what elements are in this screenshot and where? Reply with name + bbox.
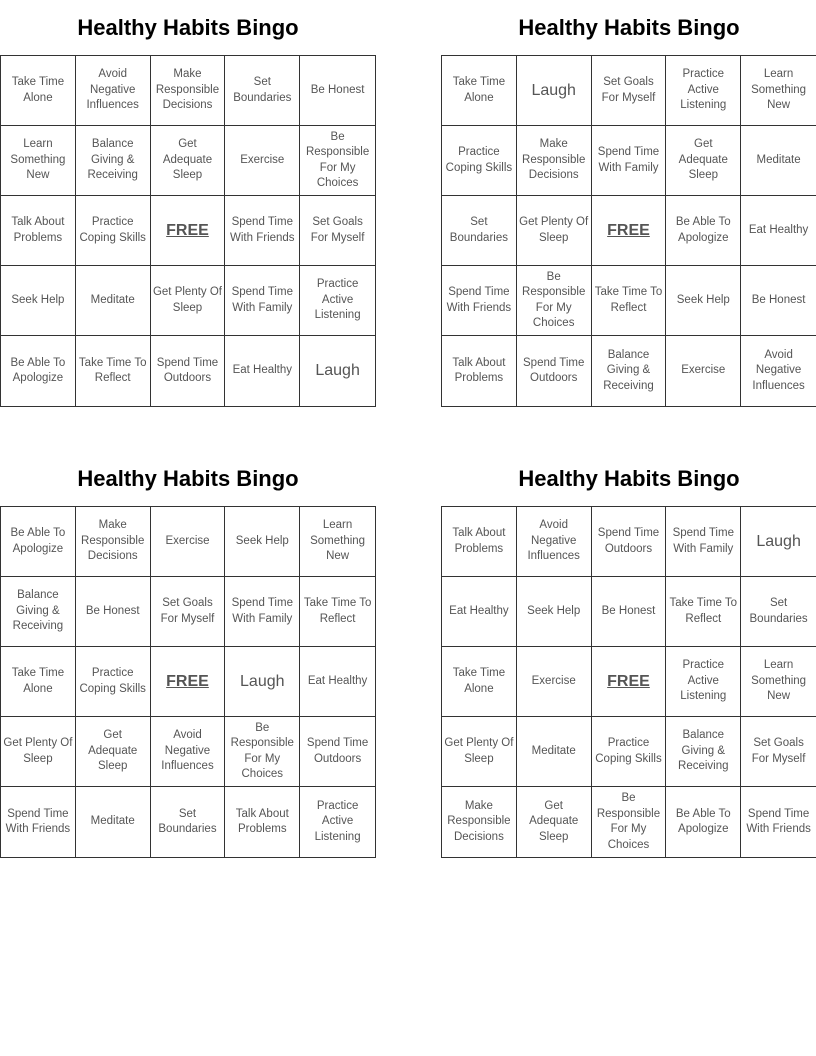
bingo-cell: Be Honest [76,577,151,647]
bingo-cell: Take Time Alone [1,56,76,126]
bingo-cell: Set Boundaries [741,577,816,647]
card-title: Healthy Habits Bingo [518,15,740,40]
bingo-cell: Balance Giving & Receiving [592,336,667,406]
bingo-cell: Talk About Problems [225,787,300,857]
bingo-cell: Take Time Alone [442,647,517,717]
bingo-cell: Spend Time With Friends [746,807,811,835]
bingo-cell: Take Time To Reflect [666,577,741,647]
bingo-grid [0,506,376,858]
bingo-cell: Practice Active Listening [314,799,361,843]
bingo-cell: Take Time Alone [442,56,517,126]
bingo-cell: Balance Giving & Receiving [666,717,741,787]
bingo-cell: Be Able To Apologize [666,196,741,266]
bingo-cell: Exercise [151,507,226,577]
bingo-cell: Seek Help [517,577,592,647]
card-title: Healthy Habits Bingo [77,15,299,40]
bingo-cell: Make Responsible Decisions [76,507,151,577]
free-space-cell: FREE [592,196,667,266]
bingo-cell: Be Responsible For My Choices [225,717,300,787]
card-title: Healthy Habits Bingo [77,466,299,491]
bingo-cell: Be Able To Apologize [666,787,741,857]
free-space-cell: FREE [592,647,667,717]
bingo-cell: Set Goals For Myself [592,56,667,126]
bingo-cell: Make Responsible Decisions [442,787,517,857]
bingo-cell: Be Able To Apologize [1,507,76,577]
bingo-cell: Exercise [666,336,741,406]
bingo-cell: Practice Coping Skills [592,717,667,787]
bingo-cell: Get Adequate Sleep [151,126,226,196]
bingo-cell: Be Able To Apologize [1,336,76,406]
bingo-cell: Spend Time With Family [666,507,741,577]
bingo-cell: Seek Help [225,507,300,577]
bingo-cell: Learn Something New [741,56,816,126]
bingo-cell: Spend Time Outdoors [151,336,226,406]
bingo-cell: Be Responsible For My Choices [592,787,667,857]
bingo-card [441,463,816,851]
bingo-cell: Avoid Negative Influences [151,717,226,787]
bingo-cell: Set Goals For Myself [741,717,816,787]
bingo-cell: Practice Coping Skills [76,647,151,717]
bingo-cell: Meditate [76,266,151,336]
bingo-cell: Spend Time Outdoors [592,507,667,577]
bingo-cell: Talk About Problems [1,196,76,266]
bingo-cell: Exercise [517,647,592,717]
bingo-grid [441,55,816,407]
free-space-cell: FREE [151,647,226,717]
bingo-cell: Laugh [741,507,816,577]
bingo-cell: Make Responsible Decisions [151,56,226,126]
bingo-cell: Talk About Problems [442,336,517,406]
bingo-cell: Set Boundaries [225,56,300,126]
bingo-cell: Take Time To Reflect [76,336,151,406]
bingo-cell: Seek Help [1,266,76,336]
bingo-cell: Be Honest [741,266,816,336]
bingo-cell: Spend Time With Family [225,577,300,647]
bingo-cell: Spend Time Outdoors [300,717,375,787]
bingo-cell: Be Responsible For My Choices [517,266,592,336]
bingo-cell: Get Adequate Sleep [666,126,741,196]
bingo-cell: Learn Something New [300,507,375,577]
bingo-cell: Take Time Alone [1,647,76,717]
bingo-cell: Make Responsible Decisions [517,126,592,196]
bingo-cell: Spend Time Outdoors [517,336,592,406]
bingo-cell: Eat Healthy [225,336,300,406]
bingo-cell: Practice Active Listening [300,266,375,336]
bingo-cell: Eat Healthy [300,647,375,717]
bingo-cell: Set Goals For Myself [151,577,226,647]
bingo-cell: Set Boundaries [151,787,226,857]
bingo-cell: Take Time To Reflect [592,266,667,336]
card-title: Healthy Habits Bingo [518,466,740,491]
bingo-cell: Balance Giving & Receiving [1,577,76,647]
bingo-cell: Get Plenty Of Sleep [517,196,592,266]
bingo-grid [441,506,816,858]
bingo-cell: Laugh [315,362,360,380]
bingo-cell: Get Plenty Of Sleep [1,717,76,787]
bingo-cell: Spend Time With Friends [225,196,300,266]
bingo-cell: Get Adequate Sleep [517,787,592,857]
bingo-cell: Spend Time With Family [225,266,300,336]
bingo-cell: Practice Coping Skills [76,196,151,266]
bingo-cell: Balance Giving & Receiving [76,126,151,196]
bingo-cell: Set Goals For Myself [300,196,375,266]
bingo-cell: Laugh [517,56,592,126]
bingo-cell: Avoid Negative Influences [752,348,805,392]
bingo-cell: Spend Time With Friends [1,787,76,857]
bingo-cell: Spend Time With Family [592,126,667,196]
bingo-cell: Seek Help [666,266,741,336]
bingo-cell: Get Plenty Of Sleep [442,717,517,787]
bingo-cell: Be Responsible For My Choices [300,126,375,196]
bingo-cell: Get Adequate Sleep [76,717,151,787]
bingo-card [0,12,376,384]
bingo-cell: Take Time To Reflect [300,577,375,647]
bingo-cell: Meditate [517,717,592,787]
bingo-cell: Laugh [225,647,300,717]
free-space-cell: FREE [151,196,226,266]
bingo-cell: Talk About Problems [442,507,517,577]
bingo-cell: Meditate [76,787,151,857]
bingo-cell: Spend Time With Friends [442,266,517,336]
bingo-cell: Get Plenty Of Sleep [151,266,226,336]
bingo-cell: Eat Healthy [442,577,517,647]
bingo-cell: Avoid Negative Influences [517,507,592,577]
bingo-cell: Practice Active Listening [666,56,741,126]
bingo-grid [0,55,376,407]
bingo-cell: Practice Coping Skills [442,126,517,196]
bingo-cell: Practice Active Listening [666,647,741,717]
bingo-cell: Be Honest [300,56,375,126]
bingo-cell: Eat Healthy [741,196,816,266]
bingo-cell: Set Boundaries [442,196,517,266]
bingo-cell: Exercise [225,126,300,196]
bingo-cell: Meditate [741,126,816,196]
bingo-cell: Learn Something New [741,647,816,717]
bingo-card [441,12,816,392]
bingo-card [0,463,376,843]
bingo-cell: Be Honest [592,577,667,647]
bingo-cell: Avoid Negative Influences [76,56,151,126]
bingo-cell: Learn Something New [1,126,76,196]
